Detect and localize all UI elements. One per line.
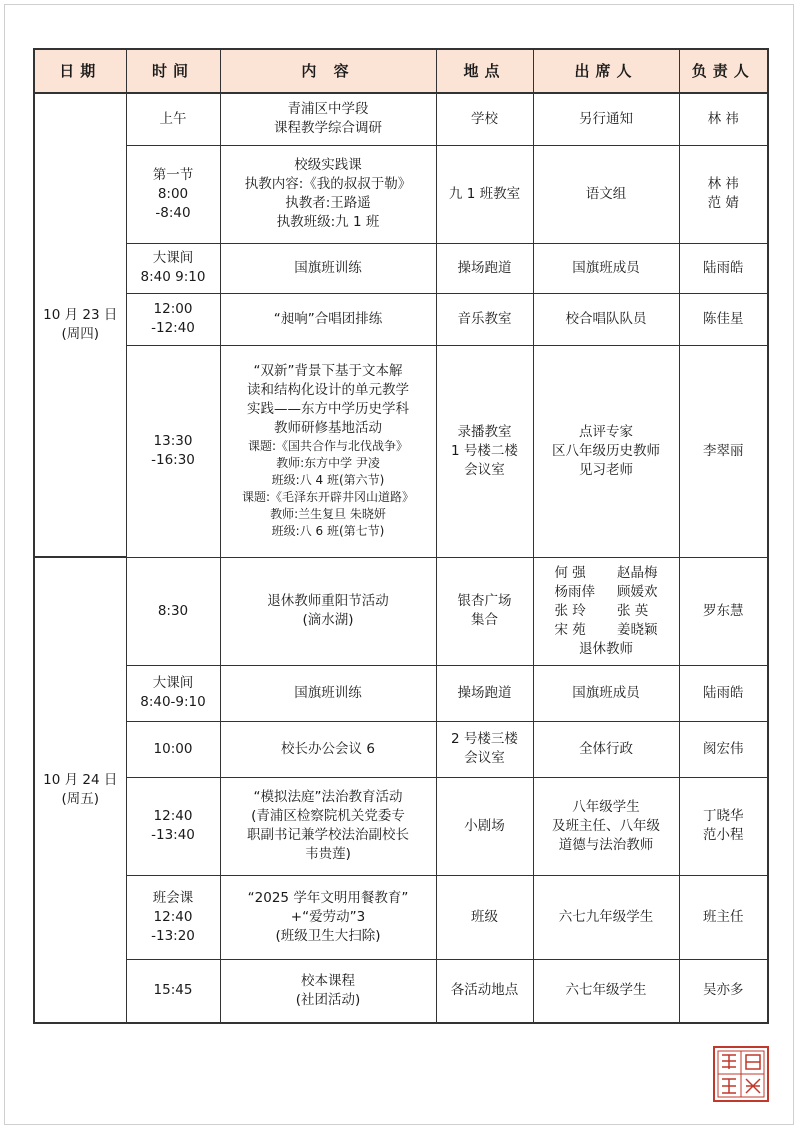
cell-line: 退休教师 <box>579 640 633 657</box>
cell-line: 教师:东方中学 尹凌 <box>276 456 380 470</box>
attendee-name: 张 英 <box>617 602 649 619</box>
cell-line: 校合唱队队员 <box>565 310 647 327</box>
place-cell <box>436 145 533 243</box>
cell-line: 罗东慧 <box>703 602 744 619</box>
cell-line: 校长办公会议 6 <box>281 740 375 757</box>
attendees-cell <box>533 145 679 243</box>
cell-line: 青浦区中学段 <box>287 101 369 118</box>
content-cell <box>220 557 436 665</box>
cell-line: -8:40 <box>155 204 191 221</box>
place-cell <box>436 345 533 557</box>
schedule-row <box>34 93 768 145</box>
cell-line: -12:40 <box>151 320 195 336</box>
cell-line: 上午 <box>159 110 187 127</box>
cell-line: (社团活动) <box>295 991 361 1008</box>
cell-line: 会议室 <box>464 750 505 766</box>
cell-line: 韦贵莲) <box>305 846 351 862</box>
cell-line: 校本课程 <box>301 972 355 989</box>
cell-line: 1 号楼二楼 <box>451 442 518 459</box>
content-cell <box>220 145 436 243</box>
date-text: 10 月 23 日 <box>43 307 118 323</box>
attendee-name: 姜晓颖 <box>617 621 658 638</box>
cell-line: 六七九年级学生 <box>558 908 654 925</box>
place-cell <box>436 777 533 875</box>
content-cell <box>220 345 436 557</box>
time-cell <box>126 243 220 293</box>
header-content: 内 容 <box>220 49 436 93</box>
content-cell <box>220 959 436 1023</box>
cell-line: 林 祎 <box>707 110 739 127</box>
cell-line: 12:40 <box>153 808 193 824</box>
header-owner: 负责人 <box>679 49 768 93</box>
cell-line: 六七年级学生 <box>565 982 647 999</box>
cell-line: 15:45 <box>153 982 193 999</box>
attendee-name: 何 强 <box>554 564 586 581</box>
attendees-cell <box>533 243 679 293</box>
attendees-cell <box>533 721 679 777</box>
time-cell <box>126 557 220 665</box>
schedule-table <box>33 48 769 1024</box>
attendee-list <box>537 564 676 640</box>
attendee-name: 顾媛欢 <box>617 583 658 600</box>
owner-cell <box>679 93 768 145</box>
cell-line: 各活动地点 <box>450 982 519 999</box>
cell-line: 班级:八 4 班(第六节) <box>271 473 385 487</box>
place-cell <box>436 243 533 293</box>
header-time: 时间 <box>126 49 220 93</box>
content-cell <box>220 721 436 777</box>
time-cell <box>126 145 220 243</box>
owner-cell <box>679 875 768 959</box>
cell-line: 区八年级历史教师 <box>552 442 660 459</box>
schedule-row <box>34 721 768 777</box>
schedule-row <box>34 145 768 243</box>
cell-line: 范 婧 <box>707 195 739 211</box>
cell-line: 集合 <box>471 612 498 628</box>
owner-cell <box>679 557 768 665</box>
cell-line: 执教班级:九 1 班 <box>276 214 380 230</box>
cell-line: 范小程 <box>703 827 744 843</box>
schedule-row <box>34 557 768 665</box>
cell-line: 学校 <box>471 110 498 127</box>
cell-line: +“爱劳动”3 <box>290 908 366 925</box>
content-cell <box>220 665 436 721</box>
cell-line: 陆雨皓 <box>703 259 744 276</box>
cell-line: 陈佳星 <box>703 310 744 327</box>
place-cell <box>436 875 533 959</box>
cell-line: 九 1 班教室 <box>448 185 521 202</box>
cell-line: 李翠丽 <box>703 442 744 459</box>
place-cell <box>436 665 533 721</box>
owner-cell <box>679 777 768 875</box>
content-cell <box>220 293 436 345</box>
attendees-cell <box>533 959 679 1023</box>
place-cell <box>436 721 533 777</box>
place-cell <box>436 293 533 345</box>
header-place: 地点 <box>436 49 533 93</box>
schedule-row <box>34 345 768 557</box>
cell-line: 操场跑道 <box>457 684 512 701</box>
cell-line: 班级:八 6 班(第七节) <box>271 524 385 538</box>
cell-line: 道德与法治教师 <box>558 836 654 853</box>
time-cell <box>126 959 220 1023</box>
time-cell <box>126 665 220 721</box>
attendees-cell <box>533 557 679 665</box>
owner-cell <box>679 959 768 1023</box>
time-cell <box>126 721 220 777</box>
cell-line: 点评专家 <box>579 423 633 440</box>
cell-line: 8:00 <box>157 185 189 202</box>
cell-line: 教师:兰生复旦 朱晓妍 <box>270 507 386 521</box>
schedule-row <box>34 777 768 875</box>
cell-line: 课题:《毛泽东开辟井冈山道路》 <box>241 490 415 504</box>
cell-line: 8:40-9:10 <box>140 694 206 710</box>
attendees-cell <box>533 293 679 345</box>
cell-line: 退休教师重阳节活动 <box>267 593 389 609</box>
cell-line: (青浦区检察院机关党委专 <box>251 808 405 824</box>
cell-line: 8:30 <box>157 602 189 619</box>
cell-line: 林 祎 <box>707 176 739 192</box>
schedule-row <box>34 665 768 721</box>
cell-line: 及班主任、八年级 <box>552 817 660 834</box>
content-cell <box>220 875 436 959</box>
cell-line: 12:40 <box>153 908 193 925</box>
attendees-cell <box>533 777 679 875</box>
owner-cell <box>679 293 768 345</box>
owner-cell <box>679 665 768 721</box>
cell-line: 国旗班成员 <box>572 259 640 276</box>
header-date: 日期 <box>34 49 126 93</box>
header-attendees: 出席人 <box>533 49 679 93</box>
seal-stamp <box>712 1045 770 1103</box>
schedule-row <box>34 293 768 345</box>
weekday-text: (周四) <box>61 326 100 342</box>
cell-line: 课程教学综合调研 <box>274 120 382 137</box>
attendees-cell <box>533 93 679 145</box>
owner-cell <box>679 243 768 293</box>
cell-line: 2 号楼三楼 <box>451 731 518 747</box>
cell-line: 执教内容:《我的叔叔于勒》 <box>244 176 412 192</box>
date-cell <box>34 557 126 1023</box>
cell-line: 班会课 <box>152 889 194 906</box>
cell-line: (滴水湖) <box>302 612 354 628</box>
cell-line: “模拟法庭”法治教育活动 <box>253 789 403 805</box>
cell-line: 阂宏伟 <box>703 740 744 757</box>
cell-line: 10:00 <box>153 740 193 757</box>
cell-line: 班主任 <box>703 908 744 925</box>
content-cell <box>220 93 436 145</box>
attendees-cell <box>533 875 679 959</box>
cell-line: 银杏广场 <box>457 593 512 609</box>
cell-line: 国旗班训练 <box>294 684 362 701</box>
owner-cell <box>679 721 768 777</box>
cell-line: 小剧场 <box>464 817 505 834</box>
cell-line: “昶响”合唱团排练 <box>273 310 383 327</box>
owner-cell <box>679 345 768 557</box>
cell-line: 丁晓华 <box>703 808 744 824</box>
cell-line: 第一节 <box>152 166 194 183</box>
cell-line: 实践——东方中学历史学科 <box>247 401 409 417</box>
time-cell <box>126 345 220 557</box>
content-cell <box>220 243 436 293</box>
cell-line: 音乐教室 <box>457 310 512 327</box>
schedule-row <box>34 243 768 293</box>
cell-line: 另行通知 <box>579 110 633 127</box>
content-detail <box>224 438 433 540</box>
place-cell <box>436 959 533 1023</box>
cell-line: (班级卫生大扫除) <box>275 927 381 944</box>
header-row <box>34 49 768 93</box>
place-cell <box>436 557 533 665</box>
cell-line: “2025 学年文明用餐教育” <box>247 889 409 906</box>
content-cell <box>220 777 436 875</box>
attendee-name: 宋 苑 <box>554 621 586 638</box>
cell-line: 班级 <box>471 908 498 925</box>
date-cell <box>34 93 126 557</box>
cell-line: 大课间 <box>152 675 194 691</box>
attendee-name: 张 玲 <box>554 602 586 619</box>
cell-line: 校级实践课 <box>294 157 362 173</box>
cell-line: “双新”背景下基于文本解 <box>253 363 403 379</box>
cell-line: 职副书记兼学校法治副校长 <box>247 827 409 843</box>
schedule-row <box>34 875 768 959</box>
cell-line: -16:30 <box>151 452 195 468</box>
cell-line: 8:40 9:10 <box>140 269 206 285</box>
owner-cell <box>679 145 768 243</box>
time-cell <box>126 777 220 875</box>
cell-line: 见习老师 <box>579 461 633 478</box>
cell-line: 录播教室 <box>457 423 512 440</box>
time-cell <box>126 293 220 345</box>
cell-line: 课题:《国共合作与北伐战争》 <box>247 439 409 453</box>
cell-line: 读和结构化设计的单元教学 <box>247 382 409 398</box>
cell-line: 执教者:王路遥 <box>285 195 371 211</box>
cell-line: 陆雨皓 <box>703 684 744 701</box>
cell-line: 教师研修基地活动 <box>274 420 382 436</box>
cell-line: 12:00 <box>153 301 193 317</box>
cell-line: 会议室 <box>464 461 505 478</box>
cell-line: 大课间 <box>152 250 194 266</box>
attendee-name: 赵晶梅 <box>617 564 658 581</box>
cell-line: 操场跑道 <box>457 259 512 276</box>
time-cell <box>126 875 220 959</box>
place-cell <box>436 93 533 145</box>
date-text: 10 月 24 日 <box>43 772 118 788</box>
cell-line: 吴亦多 <box>703 982 744 999</box>
cell-line: 全体行政 <box>579 740 633 757</box>
cell-line: 八年级学生 <box>572 798 640 815</box>
time-cell <box>126 93 220 145</box>
cell-line: 国旗班成员 <box>572 684 640 701</box>
cell-line: -13:40 <box>151 827 195 843</box>
schedule-row <box>34 959 768 1023</box>
weekday-text: (周五) <box>61 791 100 807</box>
attendees-cell <box>533 345 679 557</box>
attendees-cell <box>533 665 679 721</box>
cell-line: 13:30 <box>153 433 193 449</box>
cell-line: 语文组 <box>585 185 627 202</box>
cell-line: 国旗班训练 <box>294 259 362 276</box>
attendee-name: 杨雨倖 <box>554 583 595 600</box>
cell-line: -13:20 <box>151 927 195 944</box>
